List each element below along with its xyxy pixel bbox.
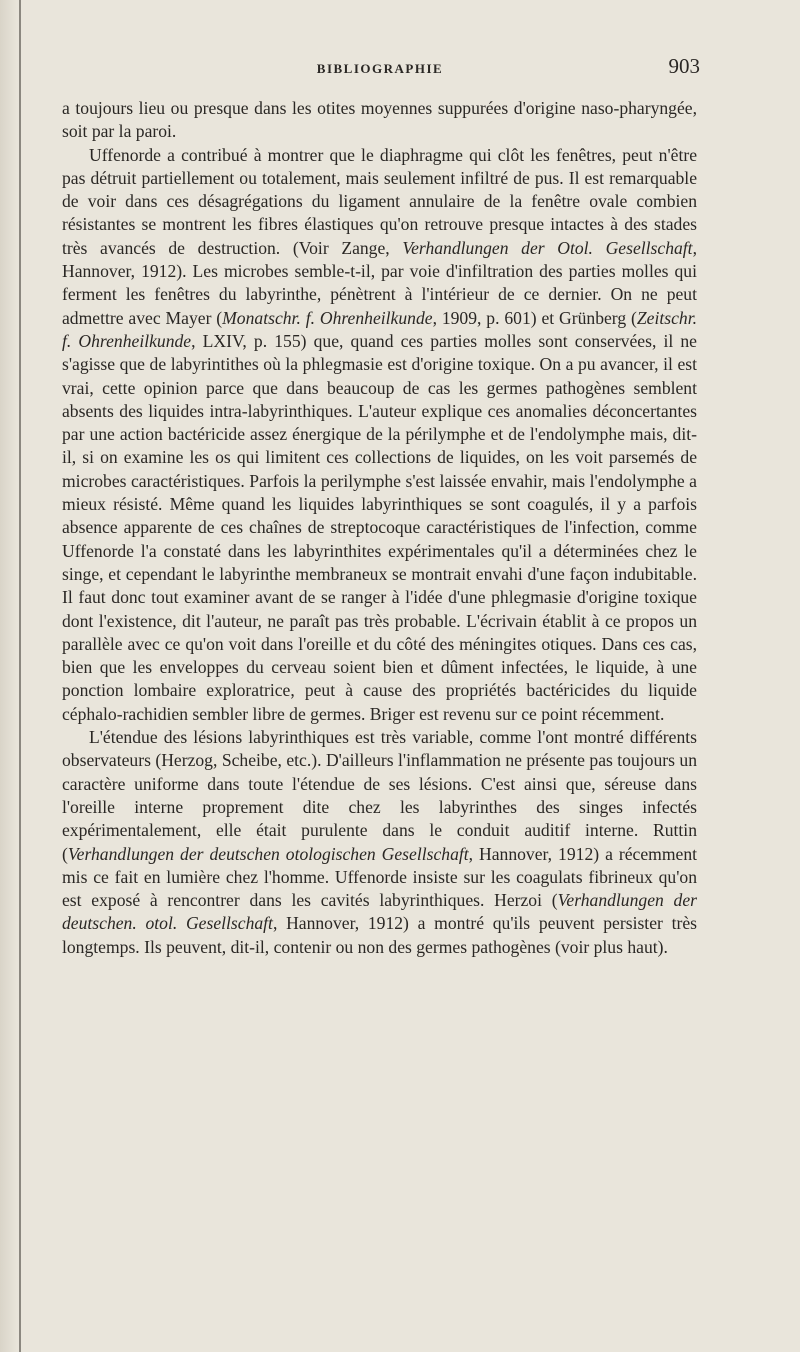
- citation-herzoi: Verhandlungen der deutschen. otol. Gesellschaft: [62, 890, 697, 934]
- paragraph-3-text-b: , Hannover, 1912) a récemment mis ce fait en lumière chez l'homme. Uffenorde insiste sur les coagulats fibrineux qu'on est exposé à rencontrer dans les cavités labyrinthiques. Herzoi (: [62, 843, 697, 911]
- citation-mayer: Monatschr. f. Ohrenheilkunde: [222, 307, 433, 328]
- paragraph-1-text: a toujours lieu ou presque dans les otites moyennes suppurées d'origine naso-pharyngée, soit par la paroi.: [62, 98, 697, 142]
- citation-ruttin: Verhandlungen der deutschen otologischen Gesellschaft: [67, 843, 469, 864]
- running-title: BIBLIOGRAPHIE: [316, 61, 444, 76]
- paragraph-2: [62, 144, 697, 726]
- paragraph-2-text-a: Uffenorde a contribué à montrer que le diaphragme qui clôt les fenêtres, peut n'être pas détruit partiellement ou totalement, mais seulement infiltré de pus. Il est remarquable de voir dans ces désagrégations du ligament annulaire de la fenêtre ovale combien résistantes se montrent les fibres élastiques qu'on retrouve presque intactes à des stades très avancés de destruction. (Voir Zange,: [62, 144, 697, 258]
- page-header: [60, 54, 700, 80]
- paragraph-1: [62, 97, 697, 144]
- page-number: 903: [668, 54, 700, 78]
- citation-grunberg: Zeitschr. f. Ohrenheilkunde: [62, 307, 697, 351]
- paragraph-3: [62, 726, 697, 959]
- paragraph-2-text-b: , Hannover, 1912). Les microbes semble-t-il, par voie d'infiltration des parties molles qui ferment les fenêtres du labyrinthe, pénètrent à l'intérieur de ce dernier. On ne peut admettre avec Mayer (: [62, 237, 697, 328]
- binding-rule: [19, 0, 21, 1352]
- paragraph-3-text-a: L'étendue des lésions labyrinthiques est très variable, comme l'ont montré différents observateurs (Herzog, Scheibe, etc.). D'ailleurs l'inflammation ne présente pas toujours un caractère uniforme dans toute l'étendue de ses lésions. C'est ainsi que, séreuse dans l'oreille interne proprement dite chez les labyrinthes des singes infectés expérimentalement, elle était purulente dans le conduit auditif interne. Ruttin (: [62, 727, 697, 864]
- paragraph-2-text-c: , 1909, p. 601) et Grünberg (: [432, 307, 637, 328]
- paragraph-3-text-c: , Hannover, 1912) a montré qu'ils peuvent persister très longtemps. Ils peuvent, dit-il, contenir ou non des germes pathogènes (voir plus haut).: [62, 913, 697, 957]
- citation-zange: Verhandlungen der Otol. Gesellschaft: [402, 237, 693, 258]
- page-body: [62, 97, 697, 959]
- paragraph-2-text-d: , LXIV, p. 155) que, quand ces parties molles sont conservées, il ne s'agisse que de labyrintithes où la phlegmasie est d'origine toxique. On a pu avancer, il est vrai, cette opinion parce que dans beaucoup de cas les germes pathogènes semblent absents des liquides intra-labyrinthiques. L'auteur explique ces anomalies déconcertantes par une action bactéricide assez énergique de la périlymphe et de l'endolymphe mais, dit-il, si on examine les os qui limitent ces collections de liquides, on les voit parsemés de microbes caractéristiques. Parfois la perilymphe s'est laissée envahir, mais l'endolymphe a mieux résisté. Même quand les liquides labyrinthiques se sont coagulés, il y a parfois absence apparente de ces chaînes de streptocoque caractéristiques de l'infection, comme Uffenorde l'a constaté dans les labyrinthites expérimentales qu'il a déterminées chez le singe, et cependant le labyrinthe membraneux se montrait envahi d'une façon indubitable. Il faut donc tout examiner avant de se ranger à l'idée d'une phlegmasie d'origine toxique dont l'existence, dit l'auteur, ne paraît pas très probable. L'écrivain établit à ce propos un parallèle avec ce qu'on voit dans l'oreille et du côté des méningites otiques. Dans ces cas, bien que les enveloppes du cerveau soient bien et dûment infectées, le liquide, à une ponction lombaire exploratrice, peut à cause des propriétés bactéricides du liquide céphalo-rachidien sembler libre de germes. Briger est revenu sur ce point récemment.: [62, 330, 697, 724]
- page-edge-shadow: [0, 0, 18, 1352]
